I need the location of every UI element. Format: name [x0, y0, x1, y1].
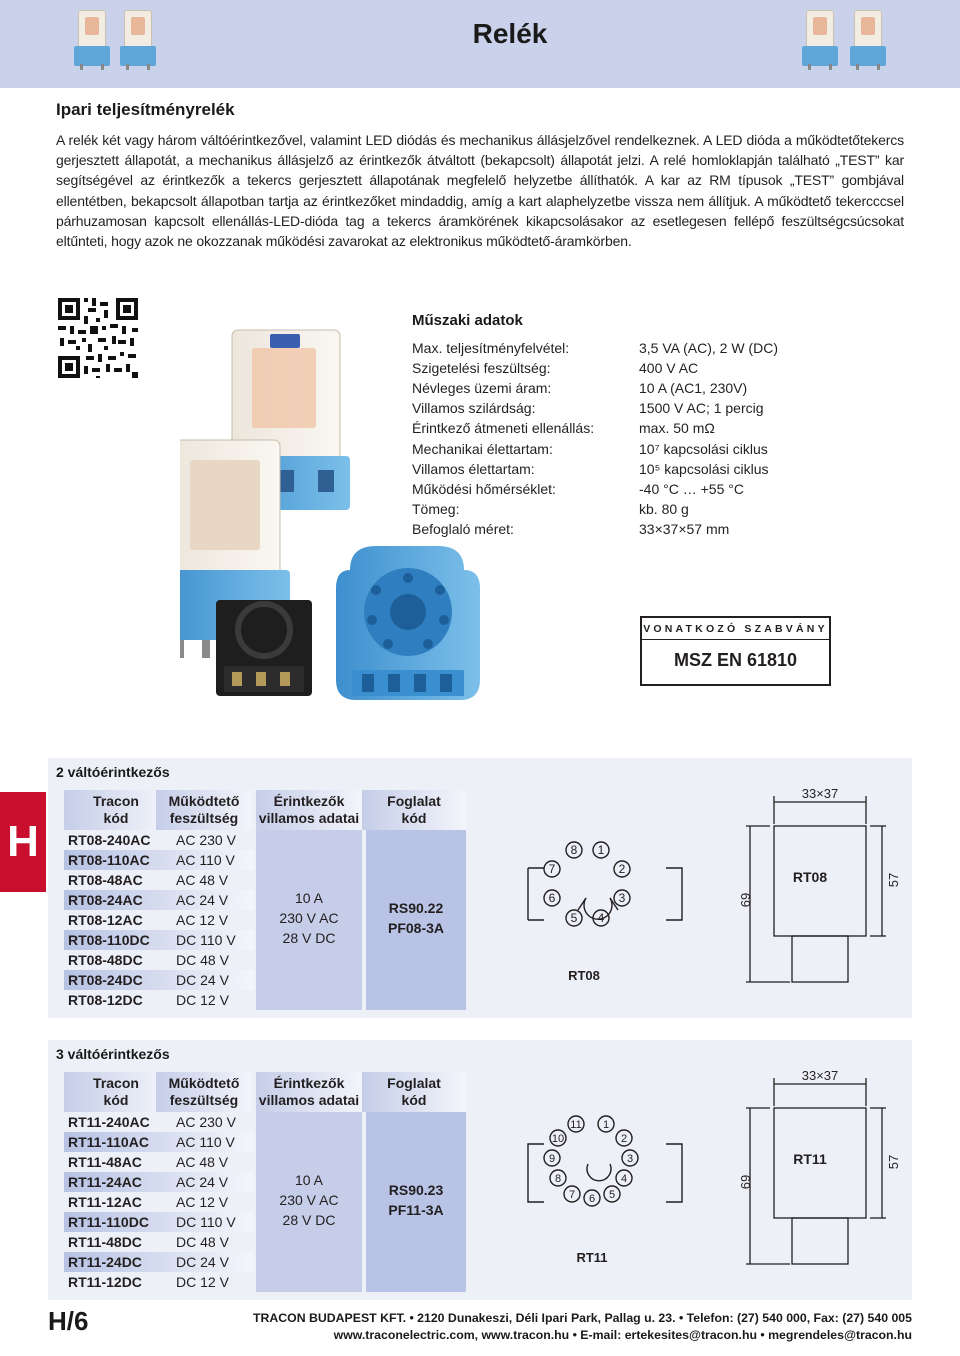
spec-row	[412, 441, 912, 461]
table-row	[64, 830, 254, 850]
spec-label: Névleges üzemi áram:	[412, 380, 552, 397]
relay-code: RT08-110AC	[68, 852, 150, 868]
intro-text: A relék két vagy három váltóérintkezővel, valamint LED diódás és mechanikus állásjelzővel rendelkeznek. A LED dióda a működtetőtekercs gerjesztett állapotát, a mechanikus állásjelző az érintkezők átváltott (bekapcsolt) állapotát jelzi. A relé homloklapján található „TEST” kar segítségével az érintkezők a tekercs gerjesztett állapotának megfelelő helyzetbe állíthatók. A kar az RM típusok „TEST” gombjával ellentétben, bekapcsolt állapotban tartja az érintkezőket mindaddig, amíg a kart alaphelyzetbe vissza nem állítjuk. A működtető tekercccsel párhuzamosan kapcsolt ellenállás-LED-dióda tag a tekercs áramkörének kikapcsolásakor az esetlegesen fellépő feszültségcsúcsokat eltűnteti, hogy azok ne okozzanak működési zavarokat az elektronikus működtető-áramkörben.	[56, 132, 904, 250]
relay-code: RT08-48DC	[68, 952, 143, 968]
column-header-text: Foglalat	[387, 1075, 441, 1091]
spec-row	[412, 481, 912, 501]
column-header-text: kód	[103, 810, 129, 826]
spec-row	[412, 380, 912, 400]
relay-thumbnail-image	[120, 10, 156, 70]
table-row	[64, 1232, 254, 1252]
socket-code: RS90.22	[388, 900, 444, 916]
spec-value: -40 °C … +55 °C	[639, 480, 744, 497]
column-header-text: kód	[103, 1092, 129, 1108]
spec-row	[412, 420, 912, 440]
coil-voltage: AC 48 V	[176, 872, 229, 888]
relay-code: RT11-48AC	[68, 1154, 142, 1170]
pin-number: 2	[620, 1133, 628, 1145]
column-header-text: kód	[401, 1092, 427, 1108]
company-address: TRACON BUDAPEST KFT. • 2120 Dunakeszi, Déli Ipari Park, Pallag u. 23. • Telefon: (27) 540 000, Fax: (27) 540 005	[253, 1311, 912, 1325]
column-header-contacts	[256, 1072, 362, 1112]
spec-label: Mechanikai élettartam:	[412, 440, 553, 457]
company-contacts[interactable]: www.traconelectric.com, www.tracon.hu • E-mail: ertekesites@tracon.hu • megrendeles@tracon.hu	[333, 1328, 912, 1342]
spec-label: Tömeg:	[412, 500, 460, 517]
dimension-drawing-rt08	[730, 784, 910, 1002]
table-heading-3: 3 váltóérintkezős	[56, 1046, 170, 1062]
table-row	[64, 870, 254, 890]
pin-number: 8	[554, 1173, 562, 1185]
table-row	[64, 1132, 254, 1152]
pin-number: 9	[548, 1153, 556, 1165]
table-row	[64, 990, 254, 1010]
contact-rating: 28 V DC	[282, 1212, 336, 1228]
svg-text:69: 69	[738, 1174, 753, 1190]
pin-number: 2	[618, 862, 626, 876]
column-header-socket	[362, 1072, 466, 1112]
spec-value: 10 A (AC1, 230V)	[639, 380, 748, 397]
pin-number: 10	[551, 1133, 565, 1145]
svg-text:69: 69	[738, 892, 753, 908]
coil-voltage: AC 12 V	[176, 912, 229, 928]
pin-number: 3	[626, 1153, 634, 1165]
column-header-text: Érintkezők	[273, 1075, 345, 1091]
pin-number: 4	[597, 911, 605, 925]
table-row	[64, 1272, 254, 1292]
spec-label: Szigetelési feszültség:	[412, 360, 551, 377]
coil-voltage: DC 48 V	[176, 1234, 229, 1250]
column-header-text: kód	[401, 810, 427, 826]
coil-voltage: AC 48 V	[176, 1154, 229, 1170]
spec-row	[412, 360, 912, 380]
pin-diagram-rt11	[500, 1090, 710, 1270]
socket-codes	[366, 830, 466, 1010]
contact-ratings	[256, 1112, 362, 1292]
column-header-voltage	[156, 1072, 252, 1112]
column-header-voltage	[156, 790, 252, 830]
section-heading: Ipari teljesítményrelék	[56, 100, 235, 119]
coil-voltage: DC 24 V	[176, 972, 229, 988]
page-title: Relék	[472, 18, 548, 49]
table-heading-2: 2 váltóérintkezős	[56, 764, 170, 780]
relay-code: RT08-240AC	[68, 832, 151, 848]
pin-number: 4	[620, 1173, 628, 1185]
coil-voltage: DC 48 V	[176, 952, 229, 968]
relay-code: RT08-24AC	[68, 892, 143, 908]
socket-code: PF08-3A	[387, 920, 445, 936]
coil-voltage: AC 230 V	[176, 1114, 236, 1130]
coil-voltage: AC 24 V	[176, 892, 229, 908]
standard-box	[640, 616, 831, 686]
spec-row	[412, 461, 912, 481]
contact-ratings	[256, 830, 362, 1010]
column-header-text: Érintkezők	[273, 793, 345, 809]
standard-value: MSZ EN 61810	[673, 650, 798, 670]
standard-header: VONATKOZÓ SZABVÁNY	[642, 618, 829, 640]
column-header-text: feszültség	[169, 1092, 239, 1108]
relay-code: RT11-24AC	[68, 1174, 142, 1190]
table-row	[64, 850, 254, 870]
pin-number: 3	[618, 891, 626, 905]
contact-rating: 10 A	[294, 1172, 324, 1188]
spec-label: Villamos szilárdság:	[412, 400, 536, 417]
column-header-text: villamos adatai	[258, 810, 360, 826]
table-row	[64, 970, 254, 990]
coil-voltage: AC 230 V	[176, 832, 236, 848]
table-row	[64, 1172, 254, 1192]
coil-voltage: DC 12 V	[176, 1274, 229, 1290]
svg-text:57: 57	[886, 1154, 901, 1170]
table-row	[64, 1112, 254, 1132]
relay-code: RT11-110AC	[68, 1134, 149, 1150]
spec-row	[412, 400, 912, 420]
pin-number: 7	[568, 1189, 576, 1201]
svg-text:RT11: RT11	[793, 1151, 827, 1167]
spec-value: max. 50 mΩ	[639, 420, 715, 437]
coil-voltage: AC 110 V	[176, 1134, 235, 1150]
column-header-text: Tracon	[93, 793, 139, 809]
pin-labels	[549, 843, 626, 925]
socket-codes	[366, 1112, 466, 1292]
relay-code: RT08-48AC	[68, 872, 143, 888]
spec-value: 33×37×57 mm	[639, 520, 730, 537]
table-row	[64, 950, 254, 970]
pin-diagram-rt08	[500, 810, 710, 990]
pin-number: 6	[548, 891, 556, 905]
relay-code: RT11-240AC	[68, 1114, 150, 1130]
table-row	[64, 890, 254, 910]
pin-number: 8	[570, 843, 578, 857]
column-header-text: Foglalat	[387, 793, 441, 809]
pin-number: 7	[548, 862, 556, 876]
pin-number: 6	[588, 1193, 596, 1205]
table-row	[64, 910, 254, 930]
spec-value: 3,5 VA (AC), 2 W (DC)	[639, 340, 778, 356]
relay-thumbnail-image	[850, 10, 886, 70]
contact-rating: 10 A	[294, 890, 324, 906]
table-row	[64, 1252, 254, 1272]
coil-voltage: AC 24 V	[176, 1174, 229, 1190]
column-header-text: feszültség	[169, 810, 239, 826]
column-header-code	[64, 1072, 168, 1112]
table-row	[64, 1152, 254, 1172]
relay-code: RT08-24DC	[68, 972, 143, 988]
column-header-text: Tracon	[93, 1075, 139, 1091]
contact-rating: 28 V DC	[282, 930, 336, 946]
spec-label: Érintkező átmeneti ellenállás:	[412, 420, 595, 437]
column-header-socket	[362, 790, 466, 830]
spec-value: kb. 80 g	[639, 500, 689, 517]
table-row	[64, 1212, 254, 1232]
spec-label: Max. teljesítményfelvétel:	[412, 340, 570, 356]
table-row	[64, 1192, 254, 1212]
spec-value: 10⁷ kapcsolási ciklus	[639, 440, 768, 457]
relay-code: RT08-12DC	[68, 992, 143, 1008]
column-header-text: villamos adatai	[258, 1092, 360, 1108]
coil-voltage: DC 12 V	[176, 992, 229, 1008]
spec-label: Működési hőmérséklet:	[412, 480, 556, 497]
spec-row	[412, 340, 912, 360]
pin-number: 1	[602, 1119, 610, 1131]
relay-code: RT08-12AC	[68, 912, 143, 928]
relay-thumbnail-image	[74, 10, 110, 70]
spec-value: 400 V AC	[639, 360, 699, 377]
svg-text:33×37: 33×37	[801, 1068, 839, 1083]
tech-data-title: Műszaki adatok	[412, 312, 523, 329]
diagram-label: RT08	[568, 968, 600, 983]
relay-thumbnail-image	[802, 10, 838, 70]
diagram-label: RT11	[576, 1250, 608, 1265]
spec-value: 1500 V AC; 1 percig	[639, 400, 764, 417]
spec-row	[412, 521, 912, 541]
chapter-tab: H	[0, 792, 46, 892]
relay-code: RT11-12DC	[68, 1274, 142, 1290]
qr-code-icon[interactable]	[52, 292, 144, 384]
relay-code: RT11-48DC	[68, 1234, 142, 1250]
column-header-code	[64, 790, 168, 830]
coil-voltage: AC 12 V	[176, 1194, 229, 1210]
page-number: H/6	[48, 1306, 89, 1336]
coil-voltage: DC 110 V	[176, 1214, 236, 1230]
contact-rating: 230 V AC	[279, 910, 339, 926]
dimension-drawing-rt11	[730, 1066, 910, 1284]
column-header-contacts	[256, 790, 362, 830]
svg-text:RT08: RT08	[792, 869, 828, 885]
spec-row	[412, 501, 912, 521]
relay-code: RT08-110DC	[68, 932, 150, 948]
coil-voltage: AC 110 V	[176, 852, 235, 868]
socket-code: RS90.23	[388, 1182, 444, 1198]
relay-code: RT11-12AC	[68, 1194, 142, 1210]
relay-code: RT11-110DC	[68, 1214, 149, 1230]
table-row	[64, 930, 254, 950]
spec-value: 10⁵ kapcsolási ciklus	[639, 460, 769, 477]
pin-number: 11	[570, 1119, 582, 1131]
spec-label: Befoglaló méret:	[412, 520, 514, 537]
spec-label: Villamos élettartam:	[412, 460, 535, 477]
coil-voltage: DC 110 V	[176, 932, 236, 948]
socket-code: PF11-3A	[388, 1202, 444, 1218]
svg-text:33×37: 33×37	[801, 786, 839, 801]
column-header-text: Működtető	[168, 793, 240, 809]
contact-rating: 230 V AC	[279, 1192, 339, 1208]
coil-voltage: DC 24 V	[176, 1254, 229, 1270]
pin-number: 5	[570, 911, 578, 925]
pin-number: 1	[597, 843, 605, 857]
column-header-text: Működtető	[168, 1075, 240, 1091]
svg-text:57: 57	[886, 872, 901, 888]
relay-code: RT11-24DC	[68, 1254, 142, 1270]
pin-number: 5	[608, 1189, 616, 1201]
